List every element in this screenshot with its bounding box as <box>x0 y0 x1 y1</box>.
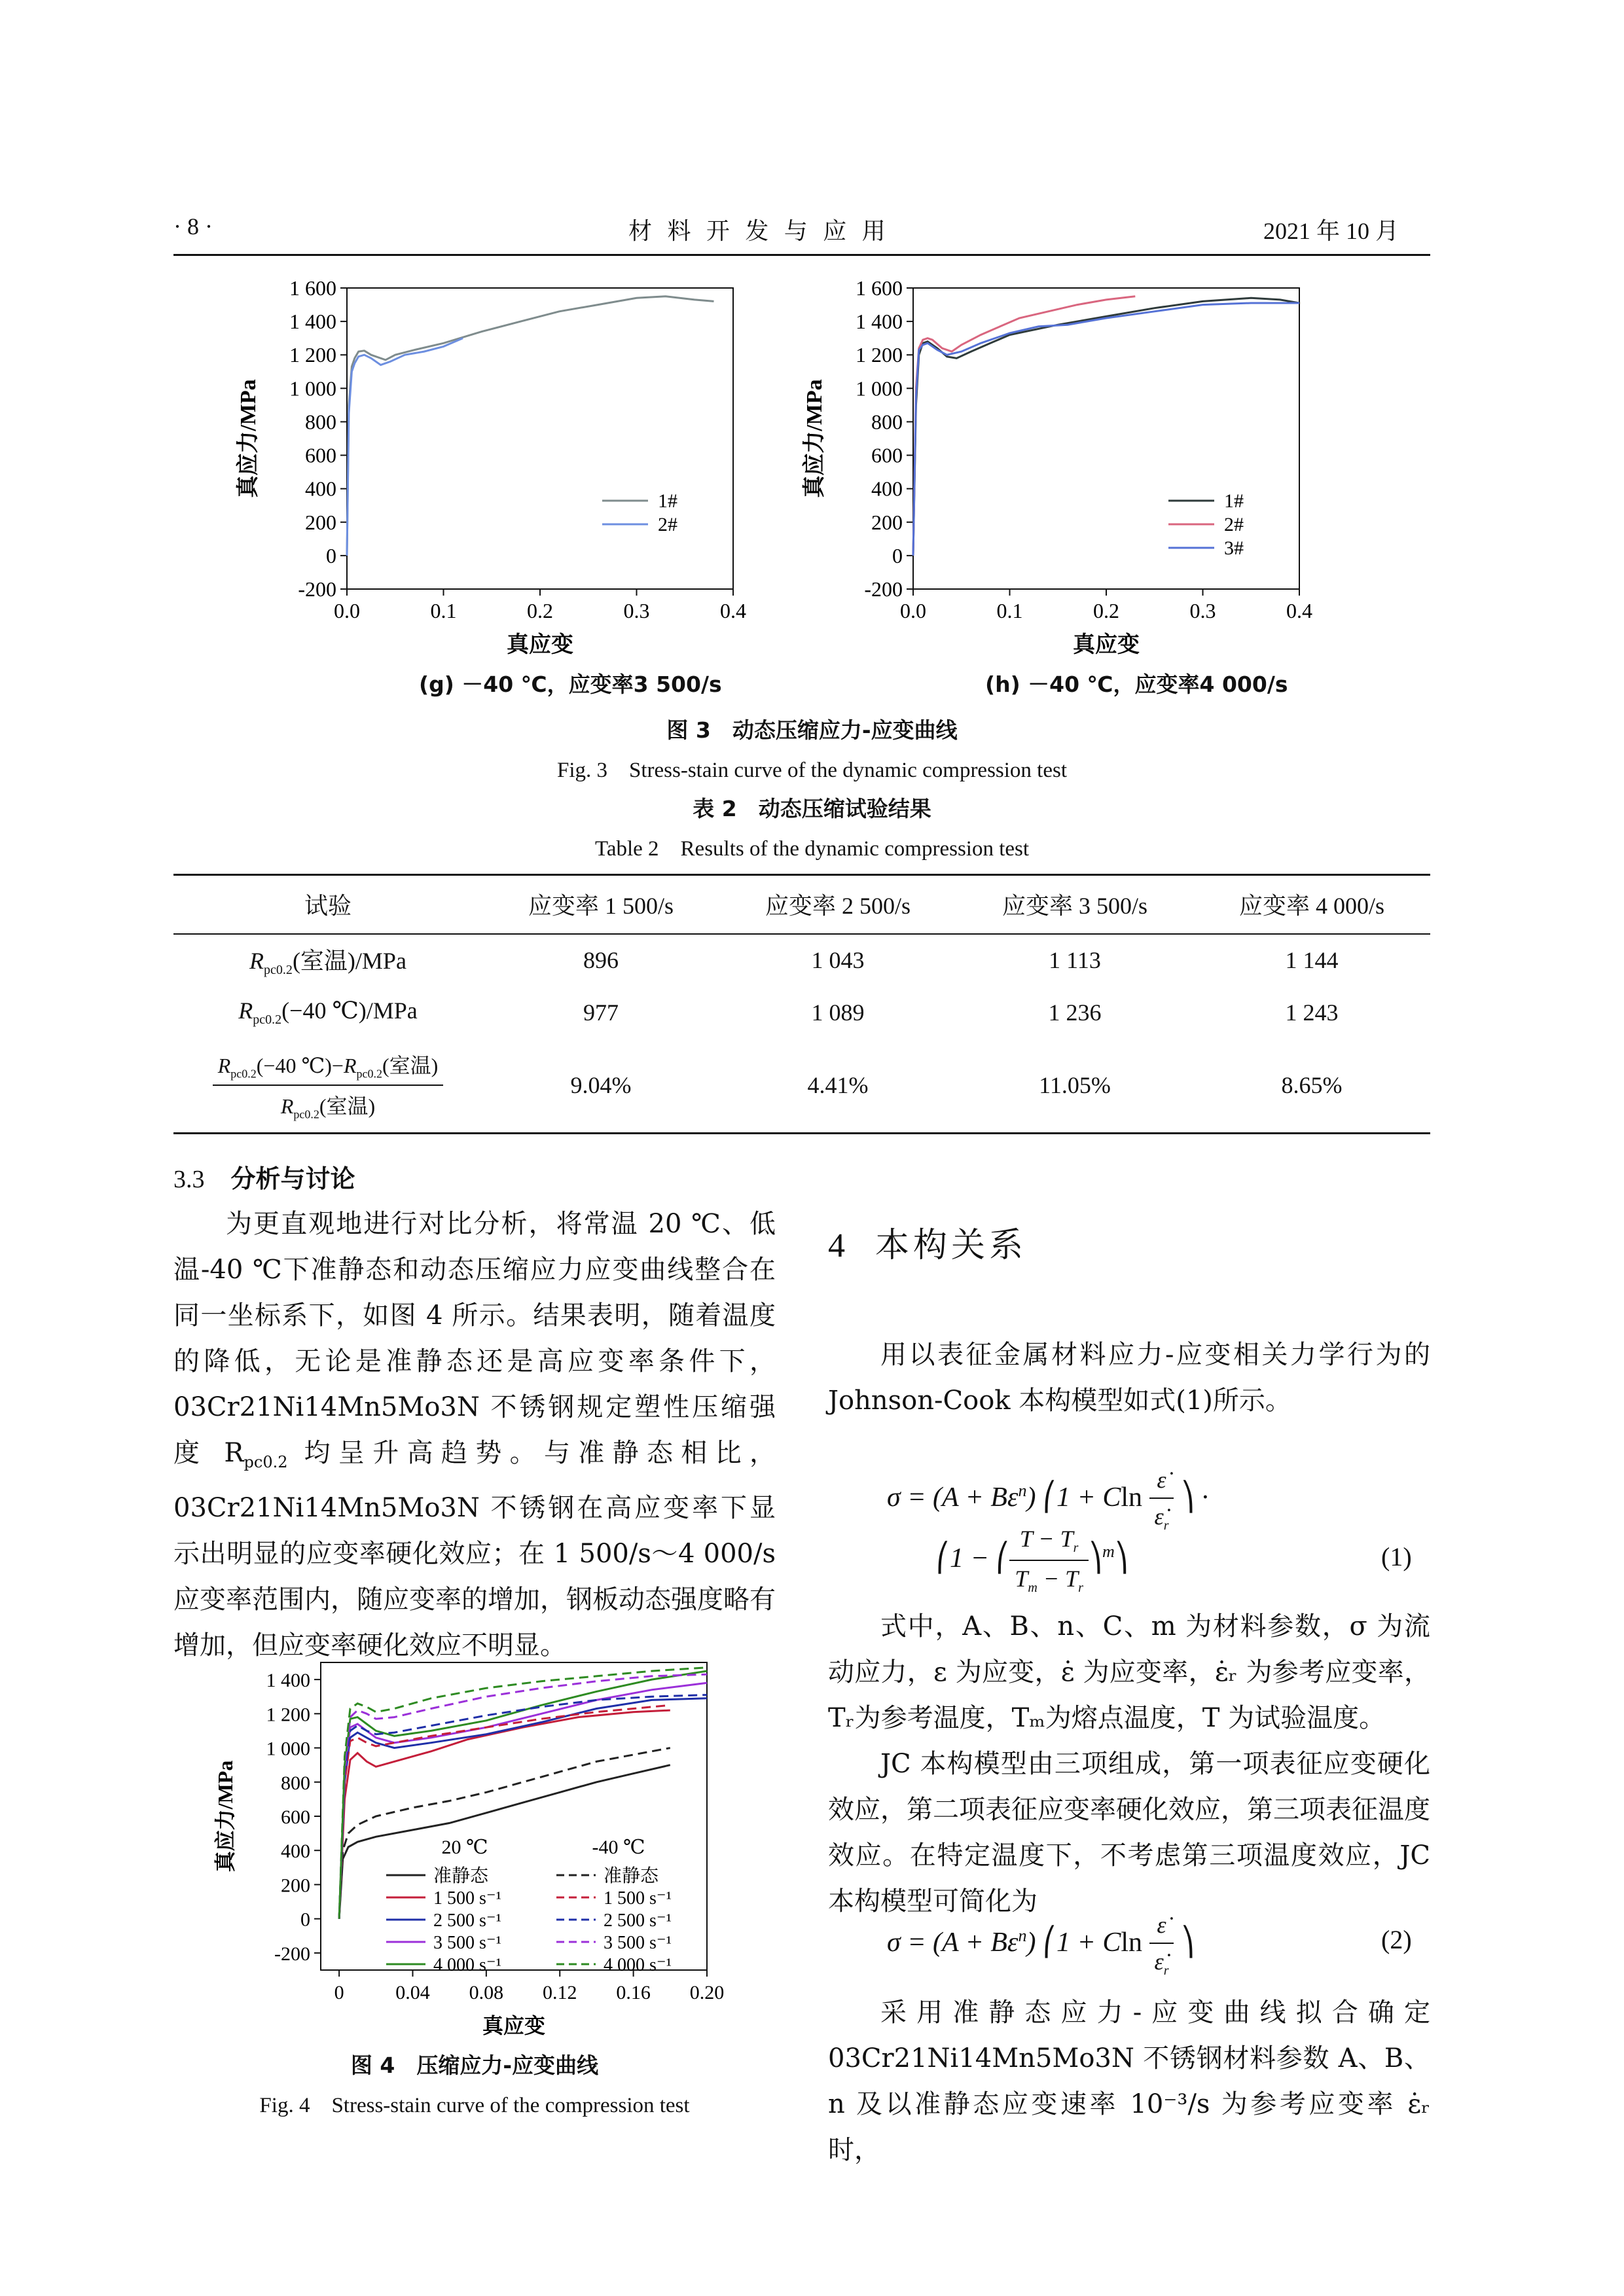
x-tick-label: 0.1 <box>996 599 1023 622</box>
table-cell: 1 243 <box>1285 999 1339 1026</box>
table-header-row <box>173 875 1430 934</box>
y-tick-label: 200 <box>305 510 336 534</box>
legend-label: 2# <box>1224 514 1244 535</box>
y-tick-label: 600 <box>281 1806 310 1828</box>
y-tick-label: 1 600 <box>856 276 903 300</box>
legend-label: 3 500 s⁻¹ <box>433 1933 502 1953</box>
table-cell: 1 144 <box>1285 947 1339 973</box>
y-tick-label: 1 400 <box>289 310 336 334</box>
y-axis-label: 真应力/MPa <box>236 379 261 498</box>
y-tick-label: 200 <box>871 510 903 534</box>
y-tick-label: 1 200 <box>289 343 336 367</box>
table2-caption-en: Table 2 Results of the dynamic compression test <box>594 837 1030 861</box>
table-cell: 896 <box>583 947 619 973</box>
x-axis-label: 真应变 <box>507 633 573 657</box>
equation-1-line2: ⎛1 − ⎛ $\frac{T - T_r}{T_m - T_r}$ ⎞$^m$⎞ <box>936 1526 1128 1596</box>
table-row <box>173 934 1430 986</box>
series-line <box>347 338 463 556</box>
x-tick-label: 0.20 <box>689 1982 725 2003</box>
y-tick-label: -200 <box>864 577 903 601</box>
series-line <box>913 296 1135 556</box>
col-header: 试验 <box>304 893 352 920</box>
legend-label: 1 500 s⁻¹ <box>433 1888 502 1909</box>
equation-2: $\sigma = (A + B\varepsilon^n)$ ⎛1 + Cln $\frac{\varepsiloṅ}{\varepsiloṅ_r}$ ⎞ <box>887 1912 1195 1979</box>
section-4-intro: 用以表征金属材料应力-应变相关力学行为的 Johnson-Cook 本构模型如式(1)所示。 <box>828 1340 1430 1416</box>
figure3-caption-en: Fig. 3 Stress-stain curve of the dynamic compression test <box>556 759 1068 782</box>
legend-label: 2 500 s⁻¹ <box>433 1910 502 1931</box>
equation-1-line1: $\sigma = (A + B\varepsilon^n)$ ⎛1 + Cln $\frac{\varepsiloṅ}{\varepsiloṅ_r}$ ⎞ · <box>887 1467 1208 1534</box>
equation-2-number: (2) <box>1381 1925 1412 1954</box>
x-tick-label: 0.1 <box>430 599 457 622</box>
figure3-h-chart <box>802 275 1319 694</box>
legend-label: 4 000 s⁻¹ <box>433 1955 502 1975</box>
figure3-g-chart <box>236 275 753 694</box>
figure3-h-label: (h) －40 ℃，应变率4 000/s <box>985 672 1288 697</box>
y-tick-label: 0 <box>892 543 903 567</box>
col-header: 应变率 4 000/s <box>1238 893 1384 920</box>
section-3-3-heading: 3.3 分析与讨论 <box>173 1164 355 1193</box>
col-header: 应变率 1 500/s <box>528 893 674 920</box>
y-axis-label: 真应力/MPa <box>213 1760 237 1873</box>
y-tick-label: 1 000 <box>856 376 903 401</box>
col-header: 应变率 3 500/s <box>1001 893 1147 920</box>
y-tick-label: 0 <box>300 1909 310 1931</box>
legend-label: 2 500 s⁻¹ <box>604 1910 672 1931</box>
plot-frame <box>347 288 733 589</box>
figure4-caption-en: Fig. 4 Stress-stain curve of the compression test <box>259 2094 690 2117</box>
y-tick-label: -200 <box>274 1943 310 1965</box>
x-tick-label: 0.3 <box>623 599 650 622</box>
y-tick-label: 1 000 <box>266 1738 310 1760</box>
y-tick-label: 800 <box>281 1772 310 1794</box>
x-tick-label: 0.4 <box>1286 599 1312 622</box>
y-tick-label: 400 <box>281 1840 310 1863</box>
y-tick-label: 1 400 <box>856 310 903 334</box>
figure4-caption-cn: 图 4 压缩应力-应变曲线 <box>350 2053 599 2078</box>
table-cell: 11.05% <box>1039 1072 1111 1099</box>
page-number: · 8 · <box>173 213 213 240</box>
row-label: $\frac{R_{pc0.2}(-40 ℃)-R_{pc0.2}(室温)}{R_{pc0.2}(室温)}$ <box>173 1039 482 1134</box>
section-4-heading: 4 本构关系 <box>828 1227 1028 1265</box>
y-tick-label: 1 200 <box>266 1704 310 1726</box>
x-axis-label: 真应变 <box>1073 633 1140 657</box>
legend-label: 1# <box>1224 490 1244 512</box>
y-tick-label: 400 <box>871 476 903 501</box>
legend-label: 准静态 <box>604 1866 659 1886</box>
legend-label: 3 500 s⁻¹ <box>604 1933 672 1953</box>
x-tick-label: 0.16 <box>616 1982 651 2003</box>
x-tick-label: 0.08 <box>469 1982 504 2003</box>
y-tick-label: -200 <box>298 577 336 601</box>
x-axis-label: 真应变 <box>482 2014 546 2037</box>
y-tick-label: 600 <box>871 443 903 467</box>
y-tick-label: 400 <box>305 476 336 501</box>
x-tick-label: 0.2 <box>527 599 553 622</box>
legend-label: 2# <box>658 514 677 535</box>
row-label: $R_{pc0.2}$(室温)/MPa <box>249 947 406 978</box>
table-cell: 1 043 <box>811 947 865 973</box>
table-cell: 977 <box>583 999 619 1026</box>
equation-1-number: (1) <box>1381 1542 1412 1571</box>
y-tick-label: 1 600 <box>289 276 336 300</box>
x-tick-label: 0.2 <box>1093 599 1119 622</box>
y-tick-label: 600 <box>305 443 336 467</box>
legend-label: 准静态 <box>433 1866 489 1886</box>
figure3-caption-cn: 图 3 动态压缩应力-应变曲线 <box>666 717 958 743</box>
table-cell: 9.04% <box>570 1072 632 1099</box>
y-tick-label: 800 <box>305 410 336 434</box>
y-tick-label: 0 <box>326 543 336 567</box>
x-tick-label: 0.12 <box>542 1982 577 2003</box>
legend-label: 1 500 s⁻¹ <box>604 1888 672 1909</box>
legend-group-title: 20 ℃ <box>441 1837 488 1858</box>
x-tick-label: 0.3 <box>1189 599 1216 622</box>
y-tick-label: 200 <box>281 1874 310 1897</box>
table-cell: 4.41% <box>807 1072 869 1099</box>
legend-label: 4 000 s⁻¹ <box>604 1955 672 1975</box>
section-4-body-2: 采用准静态应力-应变曲线拟合确定 03Cr21Ni14Mn5Mo3N 不锈钢材料参数 A、B、n 及以准静态应变速率 10⁻³/s 为参考应变率 ε̇ᵣ 时， <box>828 1998 1430 2165</box>
section-3-3-body: 为更直观地进行对比分析，将常温 20 ℃、低温-40 ℃下准静态和动态压缩应力应变曲线整合在同一坐标系下，如图 4 所示。结果表明，随着温度的降低，无论是准静态还是高应变率条件下，03Cr21Ni14Mn5Mo3N 不锈钢规定塑性压缩强度 $R_{pc0.2}$ 均呈升高趋势。与准静态相比，03Cr21Ni14Mn5Mo3N 不锈钢在高应变率下显示出明显的应变率硬化效应；在 1 500/s～4 000/s 应变率范围内，随应变率的增加，钢板动态强度略有增加，但应变率硬化效应不明显。 <box>173 1209 776 1660</box>
table-row <box>173 986 1430 1039</box>
legend-group-title: -40 ℃ <box>592 1837 645 1858</box>
table2 <box>173 874 1430 1134</box>
x-tick-label: 0.04 <box>395 1982 430 2003</box>
row-label: $R_{pc0.2}(-40$ ℃)/MPa <box>238 997 418 1028</box>
table-cell: 1 236 <box>1048 999 1102 1026</box>
table-cell: 1 113 <box>1049 947 1101 973</box>
col-header: 应变率 2 500/s <box>765 893 911 920</box>
legend-label: 3# <box>1224 537 1244 559</box>
table2-caption-cn: 表 2 动态压缩试验结果 <box>693 796 931 821</box>
section-4-body-1: 式中，A、B、n、C、m 为材料参数，σ 为流动应力，ε 为应变，ε̇ 为应变率，ε̇ᵣ 为参考应变率，Tᵣ为参考温度，Tₘ为熔点温度，T 为试验温度。 JC 本构模型由三项组成，第一项表征应变硬化效应，第二项表征应变率硬化效应，第三项表征温度效应。在特定温度下，不考虑第三项温度效应，JC 本构模型可简化为 <box>828 1611 1430 1916</box>
header-rule <box>173 254 1430 256</box>
issue-date: 2021 年 10 月 <box>1263 218 1399 244</box>
y-tick-label: 1 400 <box>266 1670 310 1692</box>
x-tick-label: 0.0 <box>334 599 360 622</box>
y-axis-label: 真应力/MPa <box>803 379 827 498</box>
x-tick-label: 0 <box>334 1982 344 2003</box>
series-line <box>339 1705 670 1918</box>
legend-label: 1# <box>658 490 677 512</box>
y-tick-label: 800 <box>871 410 903 434</box>
table-cell: 8.65% <box>1281 1072 1343 1099</box>
x-tick-label: 0.4 <box>720 599 746 622</box>
y-tick-label: 1 000 <box>289 376 336 401</box>
journal-title: 材 料 开 发 与 应 用 <box>628 218 890 245</box>
x-tick-label: 0.0 <box>900 599 926 622</box>
figure3-g-label: (g) －40 ℃，应变率3 500/s <box>419 672 722 697</box>
y-tick-label: 1 200 <box>856 343 903 367</box>
table-cell: 1 089 <box>811 999 865 1026</box>
figure4-chart <box>209 1649 772 2055</box>
table-row <box>173 1039 1430 1134</box>
